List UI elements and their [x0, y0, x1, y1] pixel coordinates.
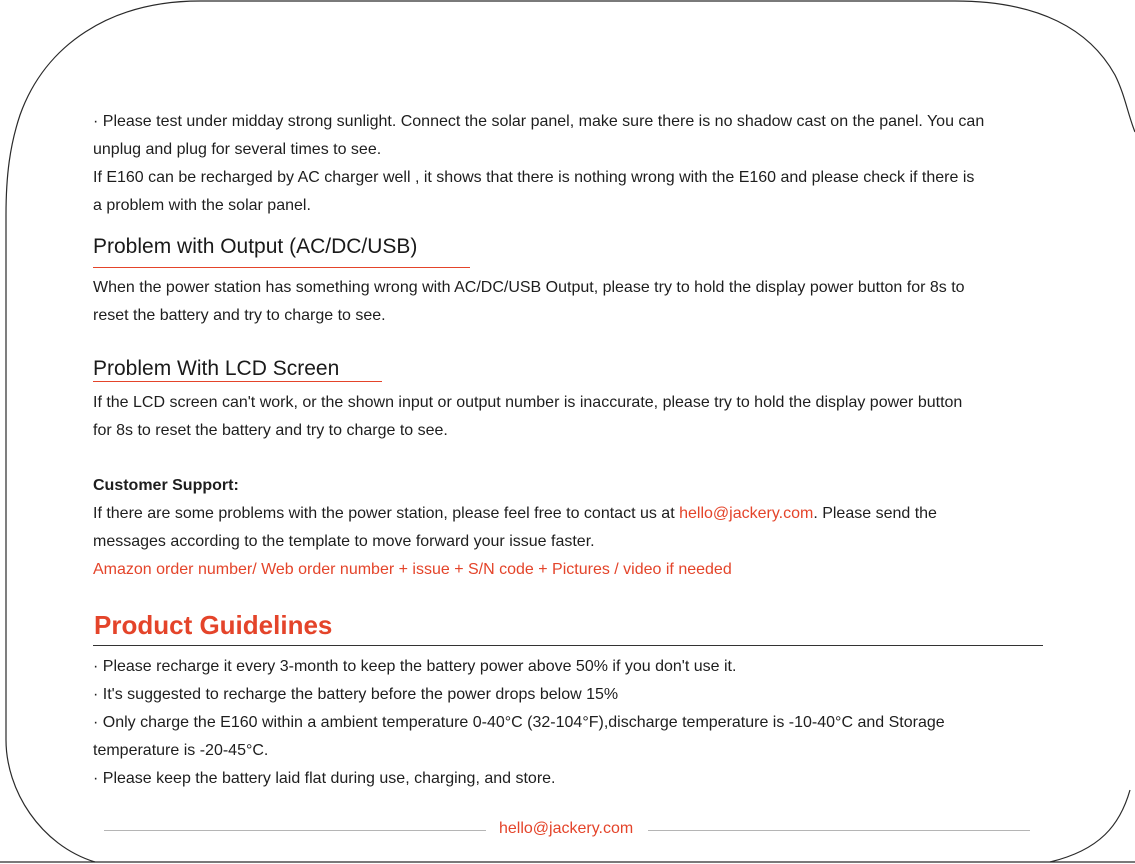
support-line: messages according to the template to move forward your issue faster. [93, 533, 595, 550]
guidelines-list [93, 653, 945, 793]
customer-support-label: Customer Support: [93, 477, 239, 494]
lcd-text [93, 389, 962, 445]
support-line-prefix: If there are some problems with the power station, please feel free to contact us at [93, 505, 680, 522]
guidelines-title: Product Guidelines [94, 610, 333, 640]
solar-tip-line: · Please test under midday strong sunlight. Connect the solar panel, make sure there is no shadow cast on the panel. You can [93, 113, 985, 130]
support-line-suffix: . Please send the [813, 505, 937, 522]
guideline-item: · It's suggested to recharge the battery before the power drops below 15% [93, 686, 619, 703]
guideline-item: · Please recharge it every 3-month to keep the battery power above 50% if you don't use it. [93, 658, 737, 675]
guidelines-rule [93, 645, 1043, 646]
guideline-item: · Only charge the E160 within a ambient temperature 0-40°C (32-104°F),discharge temperature is -10-40°C and Storage [93, 714, 945, 731]
footer-rule-right [648, 830, 1030, 831]
customer-support-text [93, 500, 937, 584]
solar-tip-line: If E160 can be recharged by AC charger well , it shows that there is nothing wrong with the E160 and please check if there is [93, 169, 975, 186]
solar-tip-line: unplug and plug for several times to see. [93, 141, 382, 158]
output-heading-underline [93, 267, 470, 268]
solar-tip-line: a problem with the solar panel. [93, 197, 311, 214]
output-text-line: When the power station has something wrong with AC/DC/USB Output, please try to hold the display power button for 8s to [93, 279, 965, 296]
footer-rule-left [104, 830, 486, 831]
output-heading: Problem with Output (AC/DC/USB) [93, 235, 418, 258]
lcd-heading: Problem With LCD Screen [93, 357, 340, 380]
lcd-text-line: If the LCD screen can't work, or the shown input or output number is inaccurate, please try to hold the display power button [93, 394, 963, 411]
guideline-item: · Please keep the battery laid flat during use, charging, and store. [93, 770, 556, 787]
support-template: Amazon order number/ Web order number + issue + S/N code + Pictures / video if needed [93, 561, 732, 578]
guideline-item: temperature is -20-45°C. [93, 742, 269, 759]
support-email-link[interactable]: hello@jackery.com [679, 505, 814, 522]
output-text-line: reset the battery and try to charge to see. [93, 307, 386, 324]
solar-tips [93, 108, 984, 220]
support-line [93, 500, 937, 528]
footer-email[interactable]: hello@jackery.com [499, 820, 634, 837]
output-text [93, 274, 965, 330]
lcd-text-line: for 8s to reset the battery and try to charge to see. [93, 422, 448, 439]
lcd-heading-underline [93, 381, 382, 382]
